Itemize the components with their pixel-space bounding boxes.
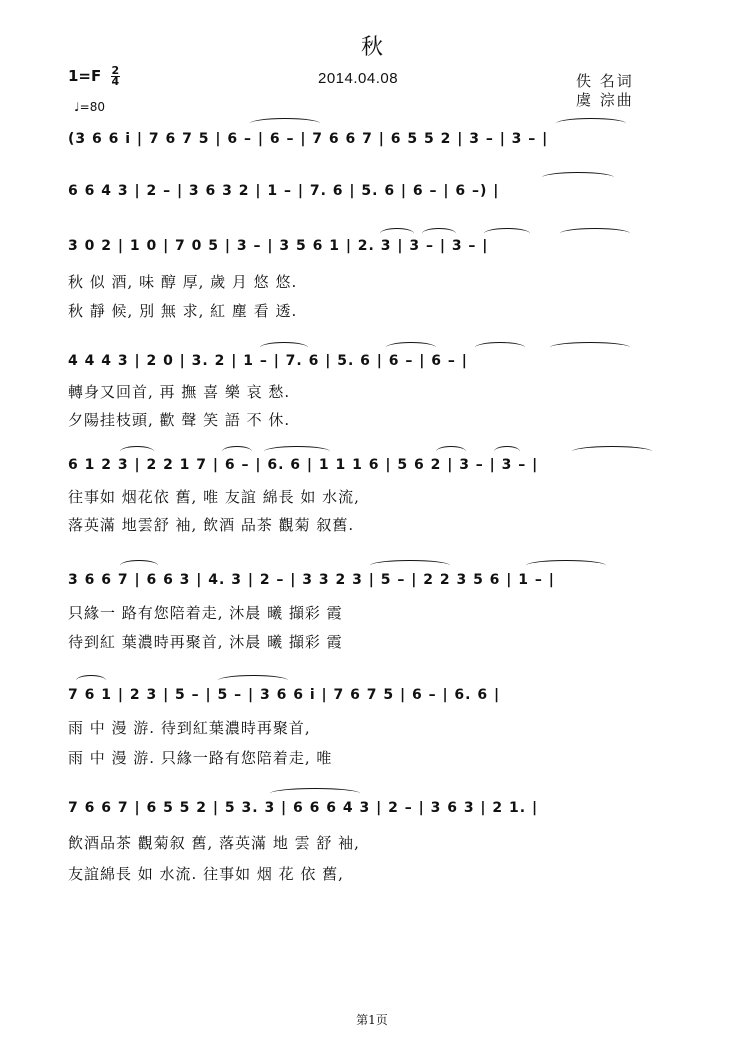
slur-mark — [76, 675, 106, 686]
song-title: 秋 — [360, 35, 383, 60]
slur-mark — [380, 228, 414, 239]
lyric-line-4b: 夕陽挂枝頭, 歡 聲 笑 語 不 休. — [68, 411, 291, 429]
tie-mark — [250, 118, 320, 129]
slur-mark — [484, 228, 530, 239]
tie-mark — [550, 342, 630, 353]
notation-line-5: 6 1 2 3 | 2 2 1 7 | 6 – | 6. 6 | 1 1 1 6 | 5 6 2 | 3 – | 3 – | — [68, 457, 539, 473]
lyric-line-7a: 雨 中 漫 游. 待到紅葉濃時再聚首, — [68, 719, 311, 737]
composer-credit: 虞 淙曲 — [576, 91, 634, 109]
tie-mark — [270, 788, 360, 799]
key-signature — [68, 66, 120, 87]
notation-line-6: 3 6 6 7 | 6 6 3 | 4. 3 | 2 – | 3 3 2 3 | 5 – | 2 2 3 5 6 | 1 – | — [68, 572, 555, 588]
time-numerator: 2 — [111, 64, 120, 77]
slur-mark — [494, 446, 520, 457]
notation-line-3: 3 0 2 | 1 0 | 7 0 5 | 3 – | 3 5 6 1 | 2. 3 | 3 – | 3 – | — [68, 238, 489, 254]
notation-line-7: 7 6 1 | 2 3 | 5 – | 5 – | 3 6 6 i | 7 6 7 5 | 6 – | 6. 6 | — [68, 687, 501, 703]
lyric-line-5b: 落英滿 地雲舒 袖, 飲酒 品茶 觀菊 叙舊. — [68, 516, 355, 534]
notation-line-1: (3 6 6 i | 7 6 7 5 | 6 – | 6 – | 7 6 6 7 | 6 5 5 2 | 3 – | 3 – | — [68, 131, 549, 147]
lyric-line-6b: 待到紅 葉濃時再聚首, 沐晨 曦 擷彩 霞 — [68, 633, 343, 651]
slur-mark — [422, 228, 456, 239]
slur-mark — [222, 446, 252, 457]
date-label: 2014.04.08 — [318, 70, 399, 87]
tie-mark — [264, 446, 330, 457]
time-signature — [111, 66, 121, 87]
page-number: 第1页 — [356, 1013, 388, 1027]
tie-mark — [542, 172, 614, 183]
time-denominator: 4 — [111, 75, 120, 88]
lyric-line-8b: 友誼綿長 如 水流. 往事如 烟 花 依 舊, — [68, 865, 344, 883]
slur-mark — [526, 560, 606, 571]
tie-mark — [556, 118, 626, 129]
notation-line-8: 7 6 6 7 | 6 5 5 2 | 5 3. 3 | 6 6 6 4 3 | 2 – | 3 6 3 | 2 1. | — [68, 800, 539, 816]
tie-mark — [572, 446, 652, 457]
lyric-line-5a: 往事如 烟花依 舊, 唯 友誼 綿長 如 水流, — [68, 488, 360, 506]
notation-line-2: 6 6 4 3 | 2 – | 3 6 3 2 | 1 – | 7. 6 | 5. 6 | 6 – | 6 –) | — [68, 183, 500, 199]
tie-mark — [560, 228, 630, 239]
slur-mark — [386, 342, 436, 353]
lyric-line-7b: 雨 中 漫 游. 只緣一路有您陪着走, 唯 — [68, 749, 333, 767]
lyric-line-3b: 秋 靜 候, 別 無 求, 紅 塵 看 透. — [68, 302, 298, 320]
lyric-line-8a: 飲酒品茶 觀菊叙 舊, 落英滿 地 雲 舒 袖, — [68, 834, 360, 852]
slur-mark — [370, 560, 450, 571]
lyricist-credit: 佚 名词 — [576, 72, 634, 90]
notation-line-4: 4 4 4 3 | 2 0 | 3. 2 | 1 – | 7. 6 | 5. 6 | 6 – | 6 – | — [68, 353, 468, 369]
slur-mark — [436, 446, 466, 457]
key-label: 1=F — [68, 67, 102, 85]
lyric-line-6a: 只緣一 路有您陪着走, 沐晨 曦 擷彩 霞 — [68, 604, 343, 622]
lyric-line-4a: 轉身又回首, 再 撫 喜 樂 哀 愁. — [68, 383, 291, 401]
slur-mark — [475, 342, 525, 353]
slur-mark — [260, 342, 308, 353]
slur-mark — [120, 446, 154, 457]
slur-mark — [120, 560, 158, 571]
tie-mark — [218, 675, 288, 686]
lyric-line-3a: 秋 似 酒, 味 醇 厚, 歲 月 悠 悠. — [68, 273, 298, 291]
tempo-marking: ♩=80 — [74, 100, 105, 114]
